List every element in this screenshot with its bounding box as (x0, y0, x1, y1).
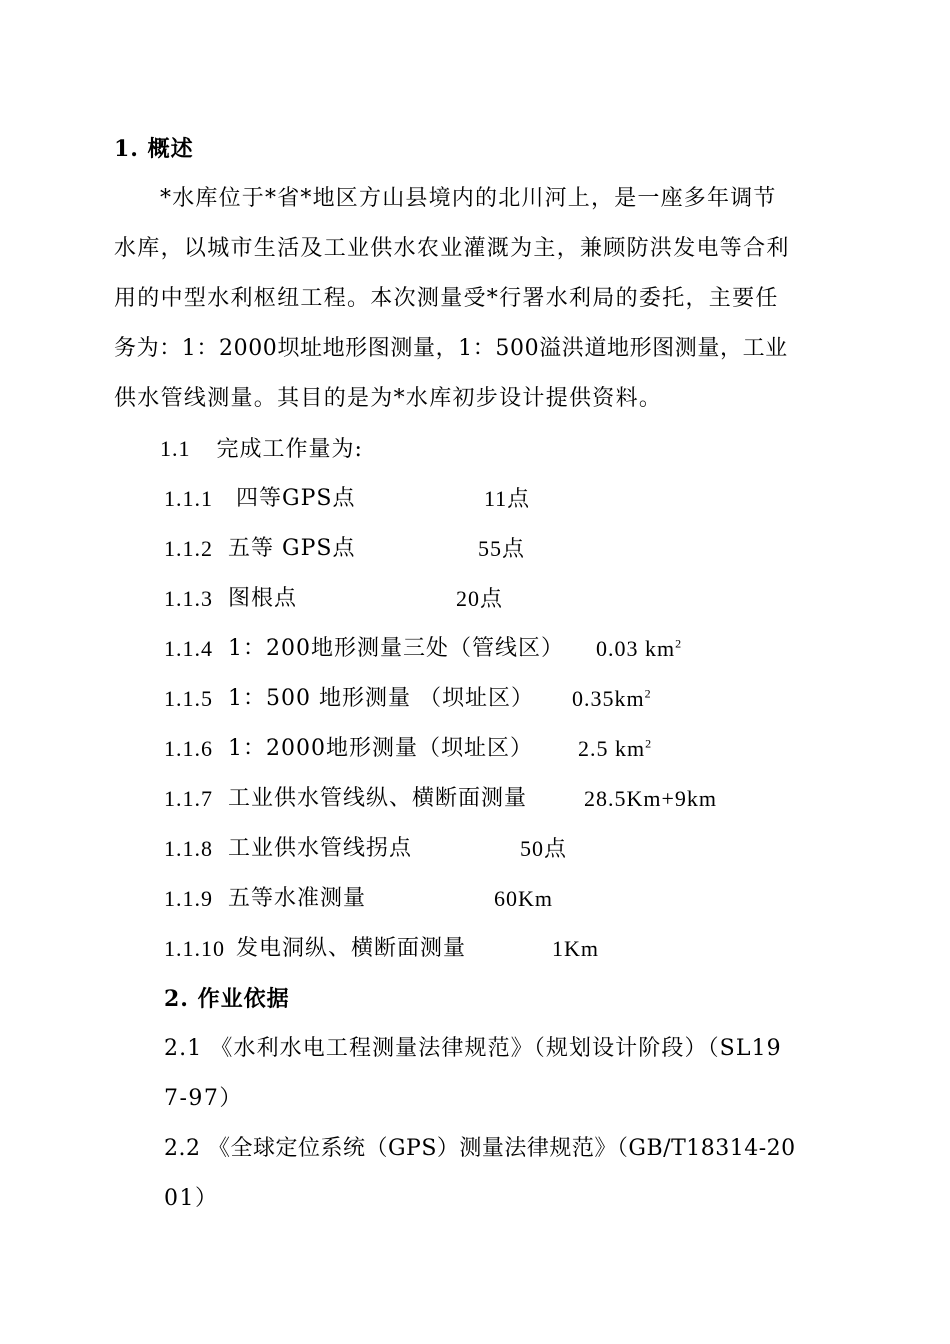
item-value (572, 684, 652, 714)
item-number: 1.1.4 (164, 636, 213, 661)
item-value-superscript: 2 (645, 736, 653, 751)
section-2-heading: 2. 作业依据 (164, 986, 290, 1012)
intro-line-5: 供水管线测量。其目的是为*水库初步设计提供资料。 (114, 386, 663, 411)
sub-heading-number: 1.1 (160, 436, 191, 461)
item-value (578, 734, 652, 764)
item-number: 1.1.8 (164, 836, 213, 861)
sub-heading-text: 完成工作量为: (216, 437, 363, 462)
item-value-superscript: 2 (644, 686, 652, 701)
item-number: 1.1.6 (164, 736, 213, 761)
item-value: 1Km (552, 936, 599, 961)
intro-line-2: 水库，以城市生活及工业供水农业灌溉为主，兼顾防洪发电等合利 (114, 236, 790, 261)
item-value: 20点 (456, 586, 504, 611)
item-number: 1.1.10 (164, 936, 225, 961)
item-number: 1.1.1 (164, 486, 213, 511)
item-text: 1：200地形测量三处（管线区） (228, 636, 564, 661)
item-value-text: 0.35km (572, 686, 645, 711)
intro-line-3: 用的中型水利枢纽工程。本次测量受*行署水利局的委托，主要任 (114, 286, 779, 311)
item-text: 工业供水管线纵、横断面测量 (228, 786, 528, 811)
intro-line-1: *水库位于*省*地区方山县境内的北川河上，是一座多年调节 (160, 186, 777, 211)
item-text: 四等GPS点 (236, 486, 356, 511)
item-number: 1.1.5 (164, 686, 213, 711)
item-value: 55点 (478, 536, 526, 561)
item-text: 发电洞纵、横断面测量 (236, 936, 467, 961)
item-number: 1.1.9 (164, 886, 213, 911)
item-text: 1：2000地形测量（坝址区） (228, 736, 533, 761)
item-value-superscript: 2 (675, 636, 683, 651)
item-text: 1：500 地形测量 （坝址区） (228, 686, 534, 711)
reference-2-1-line-1: 2.1 《水利水电工程测量法律规范》（规划设计阶段）（SL19 (164, 1036, 782, 1061)
item-value-text: 2.5 km (578, 736, 646, 761)
item-value: 28.5Km+9km (584, 786, 718, 811)
item-number: 1.1.3 (164, 586, 213, 611)
item-text: 五等水准测量 (228, 886, 367, 911)
item-text: 五等 GPS点 (228, 536, 356, 561)
item-value: 50点 (520, 836, 568, 861)
item-number: 1.1.7 (164, 786, 213, 811)
item-value: 60Km (494, 886, 553, 911)
item-number: 1.1.2 (164, 536, 213, 561)
item-text: 图根点 (228, 586, 298, 611)
item-value: 11点 (484, 486, 531, 511)
item-text: 工业供水管线拐点 (228, 836, 413, 861)
item-value-text: 0.03 km (596, 636, 676, 661)
reference-2-2-line-2: 01） (164, 1186, 219, 1211)
item-value (596, 634, 682, 664)
section-1-heading: 1. 概述 (114, 136, 194, 162)
reference-2-2-line-1: 2.2 《全球定位系统（GPS）测量法律规范》（GB/T18314-20 (164, 1136, 796, 1161)
reference-2-1-line-2: 7-97） (164, 1086, 243, 1111)
intro-line-4: 务为：1：2000坝址地形图测量，1：500溢洪道地形图测量，工业 (114, 336, 788, 361)
sub-heading-1-1 (160, 434, 363, 465)
